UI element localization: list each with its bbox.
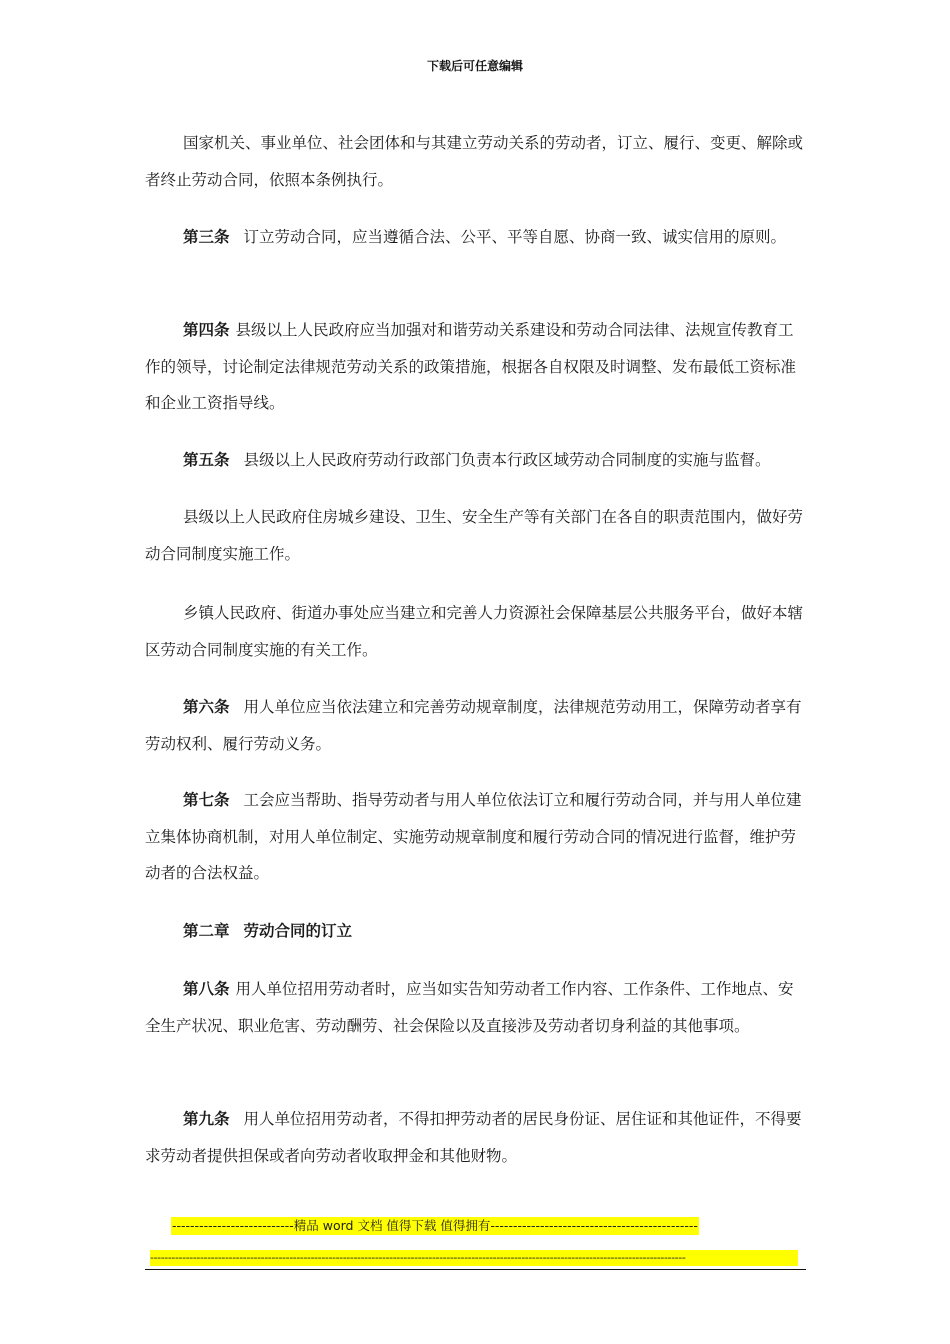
article-heading: 第六条 xyxy=(183,697,230,716)
article-9 xyxy=(145,1101,805,1174)
article-heading: 第七条 xyxy=(183,790,230,809)
article-text: 县级以上人民政府劳动行政部门负责本行政区域劳动合同制度的实施与监督。 xyxy=(243,451,771,469)
paragraph-scope xyxy=(145,125,805,198)
paragraph-departments xyxy=(145,499,805,572)
article-heading: 第八条 xyxy=(183,979,230,998)
article-heading: 第九条 xyxy=(183,1109,230,1128)
paragraph-text: 县级以上人民政府住房城乡建设、卫生、安全生产等有关部门在各自的职责范围内，做好劳动合同制度实施工作。 xyxy=(145,508,804,563)
chapter-title: 劳动合同的订立 xyxy=(243,921,353,940)
chapter-2-heading xyxy=(145,913,805,950)
footer-dashes: ------------------------------------------------------------------------------------------------------------------------------------------------------ xyxy=(150,1250,798,1266)
article-3 xyxy=(145,219,805,256)
article-8 xyxy=(145,971,805,1044)
article-heading: 第三条 xyxy=(183,227,230,246)
footer-rule xyxy=(145,1269,806,1270)
article-text: 用人单位招用劳动者时，应当如实告知劳动者工作内容、工作条件、工作地点、安全生产状况、职业危害、劳动酬劳、社会保险以及直接涉及劳动者切身利益的其他事项。 xyxy=(145,980,794,1035)
paragraph-townships xyxy=(145,595,805,668)
article-5 xyxy=(145,442,825,479)
article-6 xyxy=(145,689,805,762)
article-text: 订立劳动合同，应当遵循合法、公平、平等自愿、协商一致、诚实信用的原则。 xyxy=(243,228,787,246)
article-heading: 第五条 xyxy=(183,450,230,469)
footer-banner: ---------------------------精品 word 文档 值得下载 值得拥有---------------------------------------------- xyxy=(172,1218,698,1233)
header-note: 下载后可任意编辑 xyxy=(426,59,523,73)
article-text: 用人单位招用劳动者，不得扣押劳动者的居民身份证、居住证和其他证件，不得要求劳动者提供担保或者向劳动者收取押金和其他财物。 xyxy=(145,1110,802,1165)
paragraph-text: 乡镇人民政府、街道办事处应当建立和完善人力资源社会保障基层公共服务平台，做好本辖区劳动合同制度实施的有关工作。 xyxy=(145,604,804,659)
chapter-number: 第二章 xyxy=(183,921,230,940)
article-heading: 第四条 xyxy=(183,320,230,339)
article-7 xyxy=(145,782,805,892)
article-text: 工会应当帮助、指导劳动者与用人单位依法订立和履行劳动合同，并与用人单位建立集体协商机制，对用人单位制定、实施劳动规章制度和履行劳动合同的情况进行监督，维护劳动者的合法权益。 xyxy=(145,791,802,882)
article-text: 县级以上人民政府应当加强对和谐劳动关系建设和劳动合同法律、法规宣传教育工作的领导，讨论制定法律规范劳动关系的政策措施，根据各自权限及时调整、发布最低工资标准和企业工资指导线。 xyxy=(145,321,797,412)
paragraph-text: 国家机关、事业单位、社会团体和与其建立劳动关系的劳动者，订立、履行、变更、解除或者终止劳动合同，依照本条例执行。 xyxy=(145,134,804,189)
article-text: 用人单位应当依法建立和完善劳动规章制度，法律规范劳动用工，保障劳动者享有劳动权利、履行劳动义务。 xyxy=(145,698,802,753)
article-4 xyxy=(145,312,805,422)
